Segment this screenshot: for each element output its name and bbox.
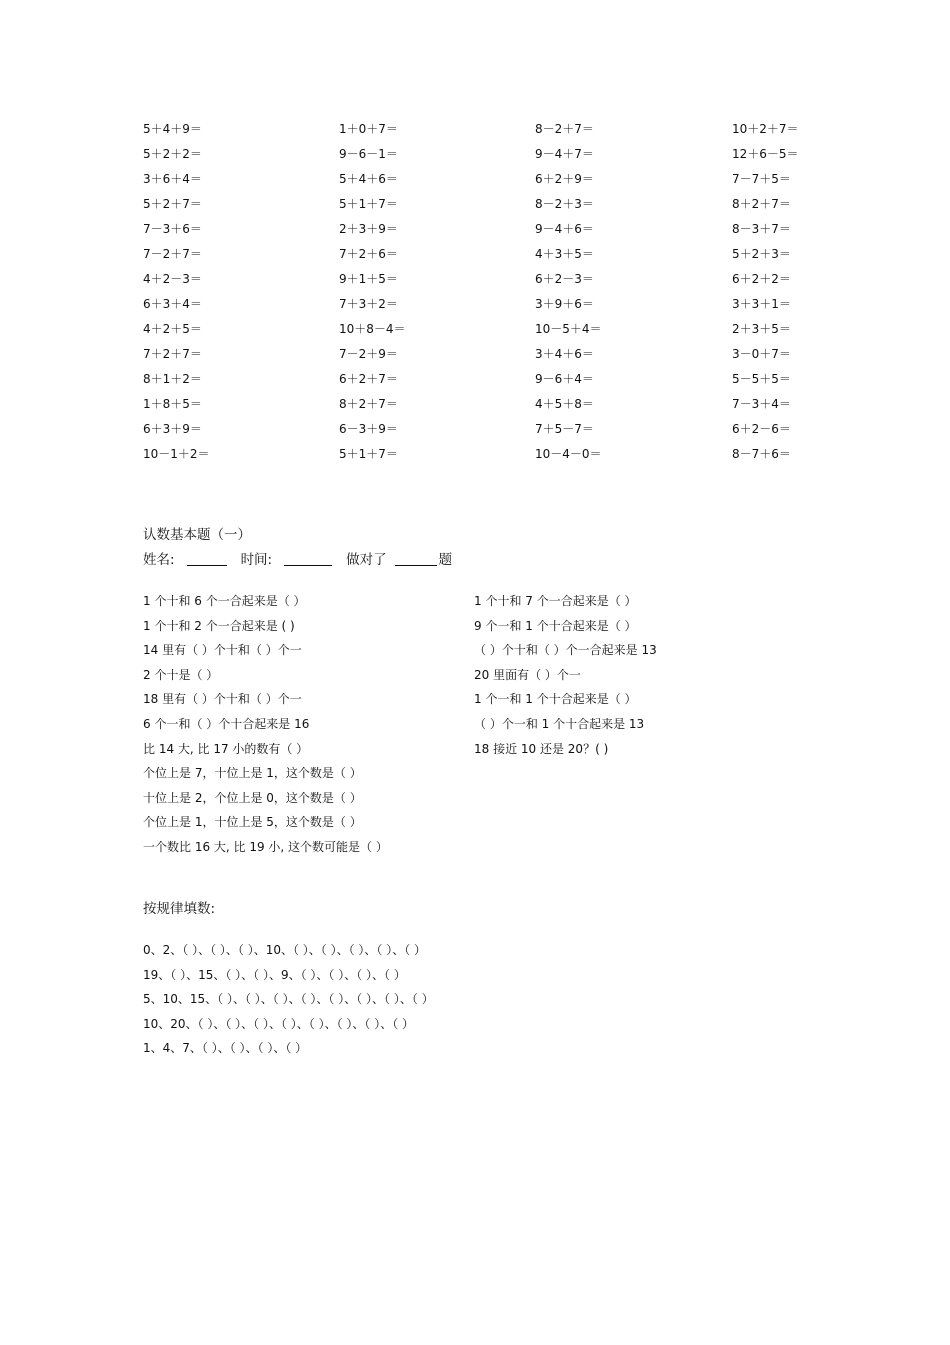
arithmetic-problem: 5＋1＋7＝ (339, 197, 398, 211)
arithmetic-problem: 8＋2＋7＝ (339, 397, 398, 411)
arithmetic-row (143, 270, 843, 295)
arithmetic-problem: 3＋9＋6＝ (535, 297, 594, 311)
arithmetic-row (143, 320, 843, 345)
arithmetic-problem: 6＋3＋4＝ (143, 297, 202, 311)
arithmetic-problem: 8－3＋7＝ (732, 222, 791, 236)
arithmetic-problem: 7－3＋6＝ (143, 222, 202, 236)
arithmetic-problem: 8＋2＋7＝ (732, 197, 791, 211)
arithmetic-row (143, 420, 843, 445)
arithmetic-problem: 3＋4＋6＝ (535, 347, 594, 361)
arithmetic-problem: 9－6＋4＝ (535, 372, 594, 386)
question-item: （ ）个一和 1 个十合起来是 13 (474, 716, 645, 731)
arithmetic-problem: 1＋0＋7＝ (339, 122, 398, 136)
question-item: 18 接近 10 还是 20？( ) (474, 741, 609, 756)
arithmetic-problem: 6＋2－3＝ (535, 272, 594, 286)
correct-count-blank[interactable] (395, 551, 437, 566)
name-label: 姓名: (143, 552, 175, 568)
time-label: 时间: (240, 552, 273, 568)
arithmetic-problem: 9－4＋6＝ (535, 222, 594, 236)
question-item: 一个数比 16 大, 比 19 小, 这个数可能是（ ） (143, 839, 388, 854)
sequence-item: 10、20、（ ）、（ ）、（ ）、（ ）、（ ）、（ ）、（ ）、（ ） (143, 1016, 415, 1031)
arithmetic-grid (143, 120, 843, 470)
arithmetic-row (143, 145, 843, 170)
arithmetic-problem: 7－2＋9＝ (339, 347, 398, 361)
name-blank[interactable] (187, 551, 227, 566)
arithmetic-problem: 3＋6＋4＝ (143, 172, 202, 186)
arithmetic-row (143, 445, 843, 470)
question-item: 6 个一和（ ）个十合起来是 16 (143, 716, 310, 731)
arithmetic-problem: 2＋3＋9＝ (339, 222, 398, 236)
arithmetic-row (143, 170, 843, 195)
arithmetic-problem: 10－5＋4＝ (535, 322, 602, 336)
arithmetic-problem: 5＋2＋3＝ (732, 247, 791, 261)
arithmetic-problem: 9＋1＋5＝ (339, 272, 398, 286)
arithmetic-problem: 4＋3＋5＝ (535, 247, 594, 261)
question-item: 14 里有（ ）个十和（ ）个一 (143, 643, 302, 658)
arithmetic-row (143, 345, 843, 370)
arithmetic-problem: 9－4＋7＝ (535, 147, 594, 161)
arithmetic-problem: 7＋2＋6＝ (339, 247, 398, 261)
arithmetic-problem: 10－1＋2＝ (143, 447, 210, 461)
arithmetic-problem: 5＋4＋6＝ (339, 172, 398, 186)
arithmetic-row (143, 395, 843, 420)
arithmetic-row (143, 245, 843, 270)
arithmetic-problem: 6＋3＋9＝ (143, 422, 202, 436)
correct-label: 做对了 (346, 552, 387, 568)
arithmetic-problem: 10＋8－4＝ (339, 322, 406, 336)
arithmetic-problem: 6＋2－6＝ (732, 422, 791, 436)
arithmetic-problem: 7－3＋4＝ (732, 397, 791, 411)
arithmetic-problem: 7＋2＋7＝ (143, 347, 202, 361)
arithmetic-problem: 9－6－1＝ (339, 147, 398, 161)
question-item: 1 个十和 7 个一合起来是（ ） (474, 594, 637, 608)
arithmetic-problem: 5＋4＋9＝ (143, 122, 202, 136)
arithmetic-problem: 10＋2＋7＝ (732, 122, 799, 136)
arithmetic-problem: 12＋6－5＝ (732, 147, 799, 161)
arithmetic-problem: 5－5＋5＝ (732, 372, 791, 386)
arithmetic-problem: 6－3＋9＝ (339, 422, 398, 436)
student-info-line (143, 548, 452, 568)
sequence-item: 1、4、7、（ ）、（ ）、（ ）、（ ） (143, 1041, 308, 1055)
arithmetic-problem: 1＋8＋5＝ (143, 397, 202, 411)
arithmetic-problem: 7－7＋5＝ (732, 172, 791, 186)
arithmetic-problem: 3＋3＋1＝ (732, 297, 791, 311)
question-item: （ ）个十和（ ）个一合起来是 13 (474, 643, 657, 658)
correct-suffix: 题 (438, 552, 453, 568)
arithmetic-problem: 10－4－0＝ (535, 447, 602, 461)
section2-title: 按规律填数: (143, 901, 216, 917)
question-column-left (143, 592, 388, 863)
question-item: 1 个十和 6 个一合起来是（ ） (143, 594, 306, 608)
question-item: 比 14 大, 比 17 小的数有（ ） (143, 741, 309, 756)
arithmetic-problem: 4＋2－3＝ (143, 272, 202, 286)
question-item: 1 个十和 2 个一合起来是 ( ) (143, 618, 295, 633)
arithmetic-problem: 8－7＋6＝ (732, 447, 791, 461)
time-blank[interactable] (284, 551, 332, 566)
question-item: 9 个一和 1 个十合起来是（ ） (474, 618, 637, 633)
arithmetic-problem: 4＋2＋5＝ (143, 322, 202, 336)
section1-title: 认数基本题（一） (143, 527, 251, 543)
arithmetic-problem: 8＋1＋2＝ (143, 372, 202, 386)
arithmetic-problem: 7－2＋7＝ (143, 247, 202, 261)
arithmetic-problem: 6＋2＋9＝ (535, 172, 594, 186)
question-item: 个位上是 1，十位上是 5，这个数是（ ） (143, 815, 362, 830)
arithmetic-row (143, 195, 843, 220)
arithmetic-problem: 8－2＋3＝ (535, 197, 594, 211)
question-item: 20 里面有（ ）个一 (474, 667, 581, 682)
arithmetic-problem: 6＋2＋7＝ (339, 372, 398, 386)
arithmetic-problem: 5＋2＋7＝ (143, 197, 202, 211)
sequence-list (143, 941, 434, 1064)
arithmetic-row (143, 370, 843, 395)
arithmetic-problem: 7＋3＋2＝ (339, 297, 398, 311)
arithmetic-problem: 8－2＋7＝ (535, 122, 594, 136)
arithmetic-problem: 2＋3＋5＝ (732, 322, 791, 336)
sequence-item: 0、2、（ ）、（ ）、（ ）、10、（ ）、（ ）、（ ）、（ ）、（ ） (143, 943, 427, 957)
arithmetic-row (143, 220, 843, 245)
arithmetic-row (143, 120, 843, 145)
question-column-right (474, 592, 657, 764)
question-item: 18 里有（ ）个十和（ ）个一 (143, 692, 302, 707)
arithmetic-row (143, 295, 843, 320)
sequence-item: 5、10、15、（ ）、（ ）、（ ）、（ ）、（ ）、（ ）、（ ）、（ ） (143, 992, 434, 1006)
question-item: 2 个十是（ ） (143, 667, 219, 682)
sequence-item: 19、（ ）、15、（ ）、（ ）、9、（ ）、（ ）、（ ）、（ ） (143, 967, 406, 982)
question-item: 个位上是 7，十位上是 1，这个数是（ ） (143, 766, 362, 781)
arithmetic-problem: 4＋5＋8＝ (535, 397, 594, 411)
arithmetic-problem: 6＋2＋2＝ (732, 272, 791, 286)
arithmetic-problem: 5＋1＋7＝ (339, 447, 398, 461)
question-item: 1 个一和 1 个十合起来是（ ） (474, 692, 637, 707)
arithmetic-problem: 3－0＋7＝ (732, 347, 791, 361)
question-item: 十位上是 2，个位上是 0，这个数是（ ） (143, 790, 362, 805)
arithmetic-problem: 7＋5－7＝ (535, 422, 594, 436)
arithmetic-problem: 5＋2＋2＝ (143, 147, 202, 161)
